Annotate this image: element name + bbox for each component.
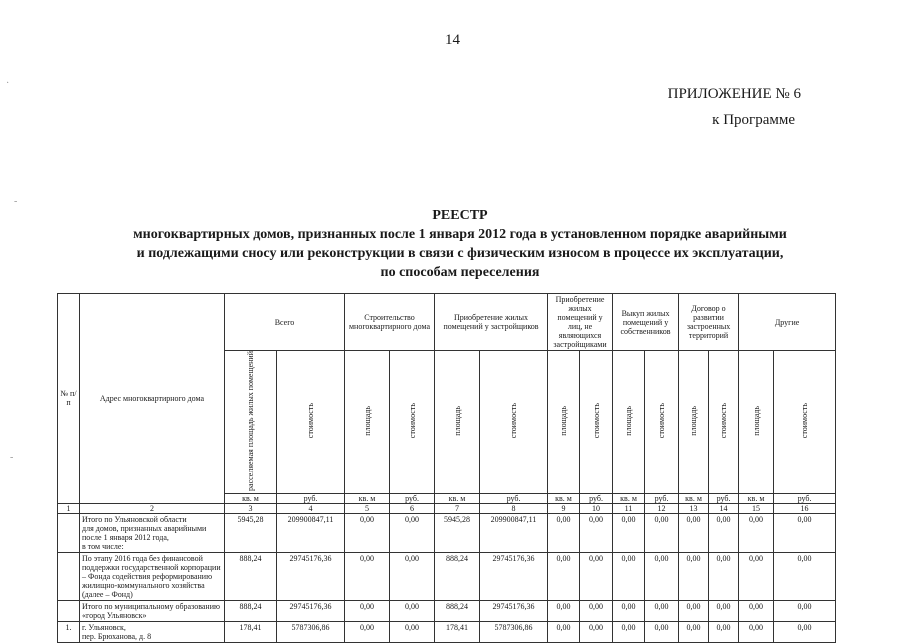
column-number-cell: 13 (679, 503, 709, 513)
unit-cell: кв. м (435, 493, 480, 503)
row-value-cell: 0,00 (679, 600, 709, 621)
header-sub-label: площадь (689, 406, 699, 436)
table-row (58, 621, 836, 642)
program-label: к Программе (712, 112, 795, 128)
header-sub-cell (480, 351, 548, 494)
column-number-cell: 3 (225, 503, 277, 513)
address-line: жилищно-коммунального хозяйства (82, 580, 205, 590)
unit-cell: руб. (390, 493, 435, 503)
appendix-label: ПРИЛОЖЕНИЕ № 6 (667, 86, 801, 102)
row-address-cell (80, 513, 225, 552)
row-value-cell: 0,00 (390, 513, 435, 552)
row-address-cell (80, 621, 225, 642)
header-sub-label: стоимость (719, 403, 729, 439)
row-value-cell: 0,00 (548, 513, 580, 552)
unit-cell: руб. (645, 493, 679, 503)
row-value-cell: 0,00 (613, 552, 645, 600)
row-value-cell: 0,00 (774, 600, 836, 621)
column-number-cell: 1 (58, 503, 80, 513)
address-line: г. Ульяновск, (82, 622, 126, 632)
column-number-cell: 7 (435, 503, 480, 513)
row-value-cell: 29745176,36 (277, 600, 345, 621)
header-sub-label: расселяемая площадь жилых помещений (246, 351, 255, 491)
row-value-cell: 0,00 (709, 600, 739, 621)
row-value-cell: 0,00 (645, 600, 679, 621)
row-value-cell: 0,00 (613, 621, 645, 642)
row-value-cell: 0,00 (580, 552, 613, 600)
unit-cell: руб. (480, 493, 548, 503)
row-value-cell: 0,00 (580, 621, 613, 642)
address-line: Итого по муниципальному образованию (82, 601, 220, 611)
title-line-2: и подлежащими сносу или реконструкции в связи с физическим износом в процессе их эксплуатации, (136, 246, 784, 261)
row-value-cell: 888,24 (435, 552, 480, 600)
title-heading: РЕЕСТР (432, 208, 488, 223)
row-value-cell: 0,00 (345, 600, 390, 621)
header-sub-label: площадь (452, 406, 462, 436)
header-sub-cell (774, 351, 836, 494)
registry-table (57, 293, 836, 643)
column-number-cell: 4 (277, 503, 345, 513)
unit-cell: кв. м (679, 493, 709, 503)
row-value-cell: 178,41 (435, 621, 480, 642)
unit-cell: руб. (774, 493, 836, 503)
row-value-cell: 0,00 (709, 513, 739, 552)
scan-mark: - (10, 452, 14, 463)
header-group-purchase-developers: Приобретение жилых помещений у застройщиков (435, 294, 548, 351)
address-line: – Фонда содействия реформированию (82, 571, 213, 581)
unit-cell: кв. м (345, 493, 390, 503)
row-value-cell: 0,00 (548, 621, 580, 642)
document-title (90, 206, 830, 282)
header-group-construction: Строительство многоквартирного дома (345, 294, 435, 351)
header-sub-cell (580, 351, 613, 494)
column-number-cell: 11 (613, 503, 645, 513)
column-number-cell: 16 (774, 503, 836, 513)
unit-cell: кв. м (548, 493, 580, 503)
row-num-cell: 1. (58, 621, 80, 642)
row-value-cell: 178,41 (225, 621, 277, 642)
header-sub-label: площадь (624, 406, 634, 436)
unit-cell: кв. м (225, 493, 277, 503)
header-sub-cell (435, 351, 480, 494)
row-num-cell (58, 552, 80, 600)
column-number-cell: 9 (548, 503, 580, 513)
row-value-cell: 0,00 (645, 621, 679, 642)
address-line: в том числе: (82, 541, 124, 551)
scan-mark: - (14, 196, 18, 207)
row-value-cell: 0,00 (580, 513, 613, 552)
header-sub-cell (548, 351, 580, 494)
row-value-cell: 29745176,36 (277, 552, 345, 600)
header-sub-cell (645, 351, 679, 494)
header-sub-cell (390, 351, 435, 494)
unit-cell: руб. (580, 493, 613, 503)
row-value-cell: 5787306,86 (480, 621, 548, 642)
table-row (58, 513, 836, 552)
header-sub-cell (709, 351, 739, 494)
title-line-1: многоквартирных домов, признанных после 1 января 2012 года в установленном порядке аварийными (133, 227, 787, 242)
address-line: Итого по Ульяновской области (82, 514, 187, 524)
unit-cell: руб. (709, 493, 739, 503)
row-value-cell: 0,00 (679, 552, 709, 600)
row-value-cell: 0,00 (390, 621, 435, 642)
column-number-cell: 15 (739, 503, 774, 513)
row-value-cell: 0,00 (345, 513, 390, 552)
header-sub-cell (277, 351, 345, 494)
header-group-purchase-non-developers: Приобретение жилых помещений у лиц, не являющихся застройщиками (548, 294, 613, 351)
address-line: По этапу 2016 года без финансовой (82, 553, 203, 563)
header-sub-cell (679, 351, 709, 494)
address-line: «город Ульяновск» (82, 610, 147, 620)
address-line: поддержки государственной корпорации (82, 562, 221, 572)
row-value-cell: 0,00 (739, 513, 774, 552)
header-sub-label: площадь (362, 406, 372, 436)
row-value-cell: 0,00 (548, 600, 580, 621)
header-sub-label: стоимость (591, 403, 601, 439)
header-group-development-agreement: Договор о развитии застроенных территорий (679, 294, 739, 351)
unit-cell: кв. м (739, 493, 774, 503)
row-value-cell: 0,00 (679, 621, 709, 642)
row-value-cell: 0,00 (613, 600, 645, 621)
row-value-cell: 0,00 (739, 621, 774, 642)
row-value-cell: 0,00 (580, 600, 613, 621)
row-value-cell: 5945,28 (225, 513, 277, 552)
row-num-cell (58, 600, 80, 621)
column-number-cell: 12 (645, 503, 679, 513)
table-row (58, 600, 836, 621)
row-address-cell (80, 552, 225, 600)
column-number-cell: 6 (390, 503, 435, 513)
row-value-cell: 0,00 (645, 513, 679, 552)
row-value-cell: 5945,28 (435, 513, 480, 552)
header-sub-cell (613, 351, 645, 494)
row-value-cell: 0,00 (739, 600, 774, 621)
header-group-buyout: Выкуп жилых помещений у собственников (613, 294, 679, 351)
header-sub-label: стоимость (306, 403, 315, 439)
header-group-other: Другие (739, 294, 836, 351)
row-value-cell: 0,00 (345, 621, 390, 642)
header-sub-cell (739, 351, 774, 494)
row-value-cell: 0,00 (548, 552, 580, 600)
column-number-cell: 5 (345, 503, 390, 513)
row-value-cell: 0,00 (613, 513, 645, 552)
row-value-cell: 888,24 (435, 600, 480, 621)
row-address-cell (80, 600, 225, 621)
row-value-cell: 0,00 (774, 552, 836, 600)
row-value-cell: 0,00 (390, 552, 435, 600)
unit-cell: руб. (277, 493, 345, 503)
address-line: после 1 января 2012 года, (82, 532, 169, 542)
row-value-cell: 0,00 (774, 621, 836, 642)
registry-table-wrapper (57, 293, 835, 643)
row-value-cell: 0,00 (709, 552, 739, 600)
row-value-cell: 0,00 (645, 552, 679, 600)
scan-mark: · (6, 78, 10, 89)
column-number-cell: 10 (580, 503, 613, 513)
column-number-cell: 2 (80, 503, 225, 513)
header-sub-label: стоимость (407, 403, 417, 439)
row-value-cell: 888,24 (225, 552, 277, 600)
row-value-cell: 0,00 (774, 513, 836, 552)
address-line: (далее – Фонд) (82, 589, 133, 599)
header-num: № п/п (58, 294, 80, 504)
header-group-total: Всего (225, 294, 345, 351)
header-sub-label: площадь (751, 406, 761, 436)
header-sub-cell (345, 351, 390, 494)
row-value-cell: 5787306,86 (277, 621, 345, 642)
header-sub-label: стоимость (800, 403, 810, 439)
header-sub-label: стоимость (657, 403, 667, 439)
column-number-cell: 8 (480, 503, 548, 513)
header-sub-label: площадь (559, 406, 569, 436)
row-value-cell: 29745176,36 (480, 552, 548, 600)
address-line: пер. Брюханова, д. 8 (82, 631, 152, 641)
address-line: для домов, признанных аварийными (82, 523, 207, 533)
row-num-cell (58, 513, 80, 552)
row-value-cell: 29745176,36 (480, 600, 548, 621)
unit-cell: кв. м (613, 493, 645, 503)
column-number-cell: 14 (709, 503, 739, 513)
row-value-cell: 0,00 (390, 600, 435, 621)
header-sub-cell (225, 351, 277, 494)
row-value-cell: 0,00 (345, 552, 390, 600)
row-value-cell: 209900847,11 (277, 513, 345, 552)
header-sub-label: стоимость (509, 403, 519, 439)
row-value-cell: 209900847,11 (480, 513, 548, 552)
header-address: Адрес многоквартирного дома (80, 294, 225, 504)
row-value-cell: 888,24 (225, 600, 277, 621)
page-number: 14 (445, 32, 460, 48)
row-value-cell: 0,00 (679, 513, 709, 552)
table-row (58, 552, 836, 600)
row-value-cell: 0,00 (739, 552, 774, 600)
row-value-cell: 0,00 (709, 621, 739, 642)
title-line-3: по способам переселения (380, 265, 540, 280)
